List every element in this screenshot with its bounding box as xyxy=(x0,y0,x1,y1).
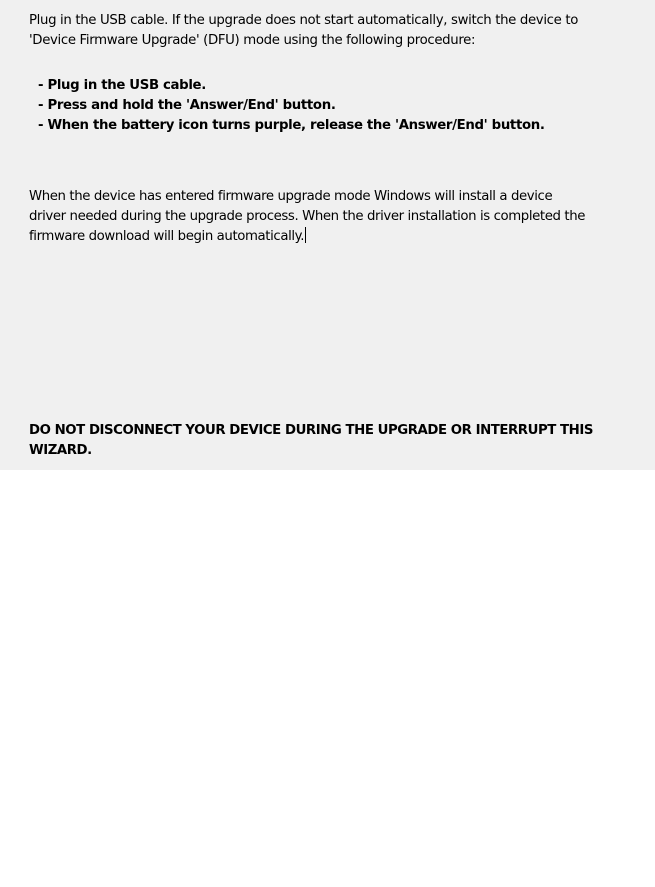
step-press-hold: - Press and hold the 'Answer/End' button. xyxy=(38,98,336,113)
dfu-steps-list xyxy=(38,76,545,136)
intro-text: Plug in the USB cable. If the upgrade does not start automatically, switch the device to 'Device Firmware Upgrade' (DFU) mode using the following procedure: xyxy=(29,13,578,48)
empty-area xyxy=(0,470,655,887)
step-release-button: - When the battery icon turns purple, release the 'Answer/End' button. xyxy=(38,118,545,133)
warning-text: DO NOT DISCONNECT YOUR DEVICE DURING THE UPGRADE OR INTERRUPT THIS WIZARD. xyxy=(29,423,593,458)
text-caret xyxy=(305,227,306,243)
driver-info-text[interactable] xyxy=(29,187,655,247)
step-plug-usb: - Plug in the USB cable. xyxy=(38,78,206,93)
driver-info-content: When the device has entered firmware upgrade mode Windows will install a device driver needed during the upgrade process. When the driver installation is completed the firmware download will begin automatically. xyxy=(29,189,586,244)
